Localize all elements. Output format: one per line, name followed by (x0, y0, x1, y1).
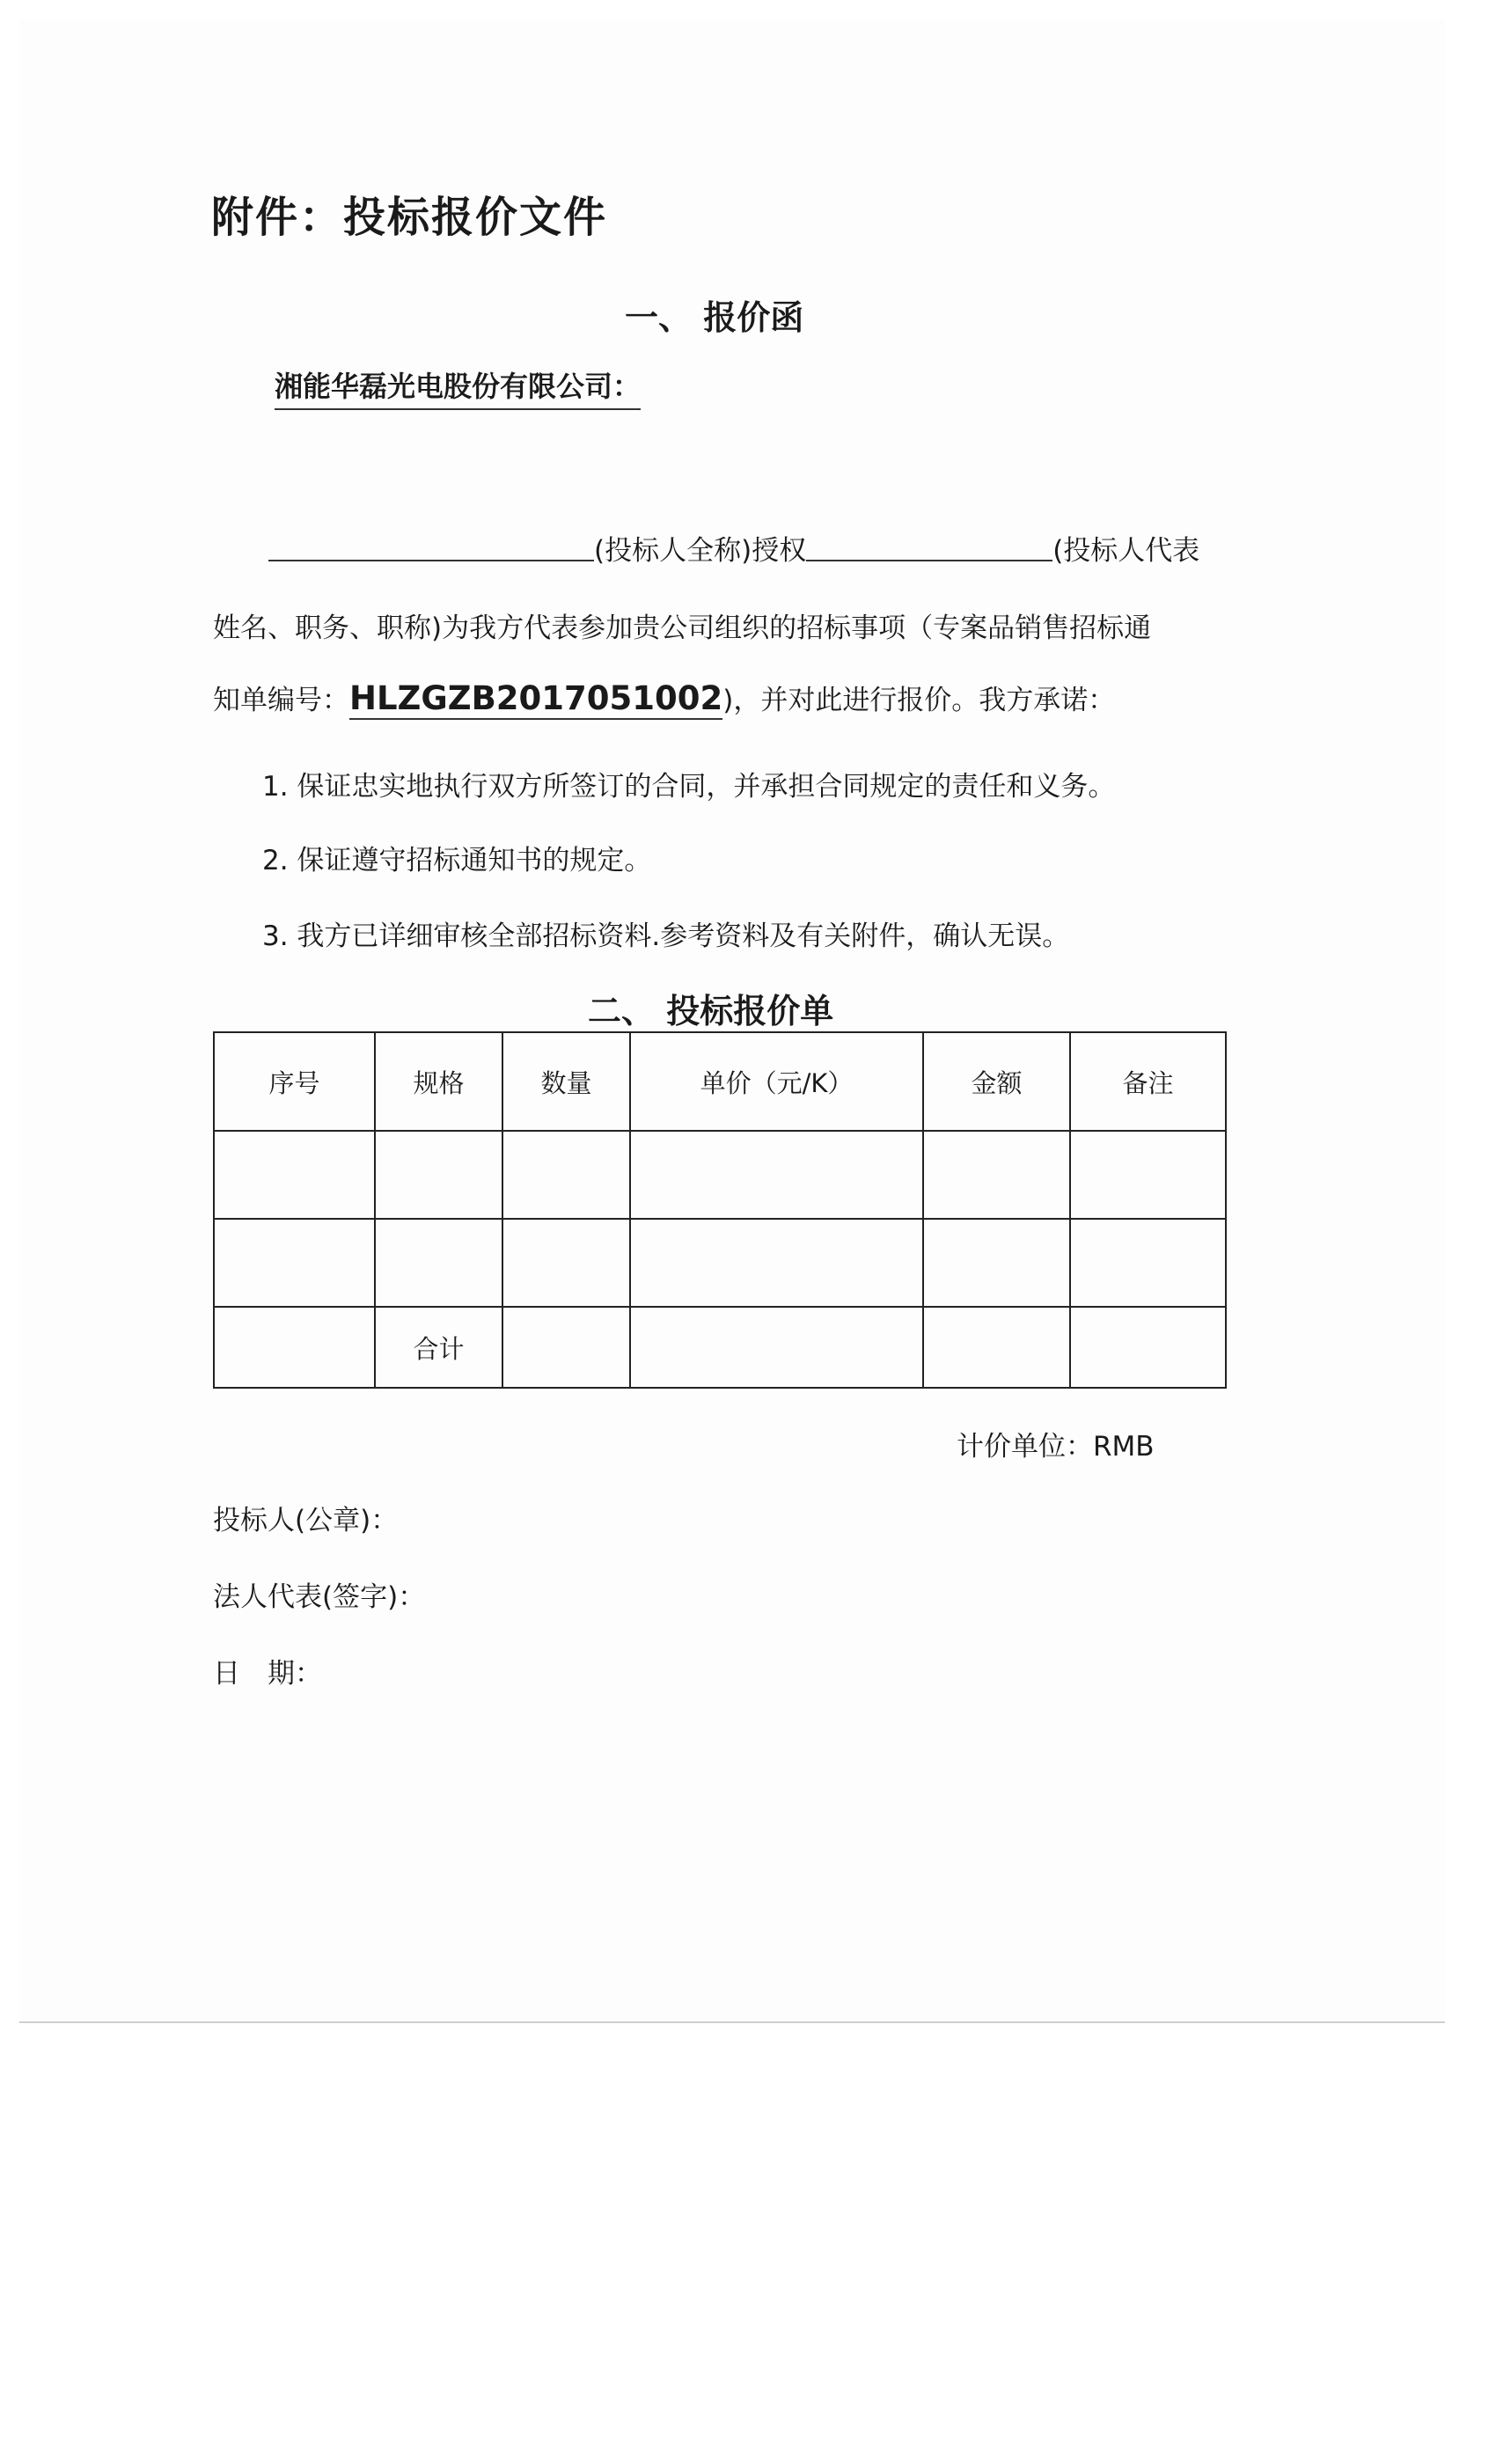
table-cell[interactable] (1070, 1219, 1226, 1307)
table-cell[interactable] (923, 1131, 1070, 1219)
total-label-cell: 合计 (375, 1307, 502, 1388)
legal-representative-label: 法人代表(签字)： (213, 1581, 426, 1613)
currency-note: 计价单位：RMB (957, 1431, 1155, 1463)
table-cell[interactable] (630, 1131, 923, 1219)
table-cell[interactable] (1070, 1307, 1226, 1388)
column-header: 序号 (214, 1032, 375, 1131)
paragraph-line-3 (213, 678, 1115, 717)
paragraph-line-2: 姓名、职务、职称)为我方代表参加贵公司组织的招标事项（专案品销售招标通 (213, 612, 1152, 644)
table-cell[interactable] (923, 1219, 1070, 1307)
document-title: 附件：投标报价文件 (211, 193, 608, 242)
column-header: 备注 (1070, 1032, 1226, 1131)
table-cell[interactable] (502, 1219, 630, 1307)
table-cell[interactable] (375, 1219, 502, 1307)
bidder-name-blank[interactable] (268, 533, 594, 561)
table-cell[interactable] (214, 1307, 375, 1388)
para-text: 知单编号： (213, 685, 349, 716)
table-total-row (214, 1307, 1226, 1388)
column-header: 规格 (375, 1032, 502, 1131)
table-row (214, 1131, 1226, 1219)
price-table (213, 1031, 1227, 1389)
table-header-row (214, 1032, 1226, 1131)
paragraph-line-1 (268, 528, 1199, 568)
table-cell[interactable] (1070, 1131, 1226, 1219)
section-heading-quote-letter: 一、 报价函 (625, 298, 804, 337)
section-heading-price-list: 二、 投标报价单 (588, 992, 834, 1030)
table-cell[interactable] (502, 1307, 630, 1388)
table-cell[interactable] (375, 1131, 502, 1219)
promise-item: 3. 我方已详细审核全部招标资料.参考资料及有关附件，确认无误。 (262, 920, 1070, 952)
table-cell[interactable] (630, 1307, 923, 1388)
bidder-seal-label: 投标人(公章)： (213, 1505, 399, 1536)
addressee: 湘能华磊光电股份有限公司： (275, 364, 641, 410)
table-cell[interactable] (923, 1307, 1070, 1388)
table-cell[interactable] (214, 1131, 375, 1219)
representative-blank[interactable] (806, 533, 1052, 561)
promise-item: 2. 保证遵守招标通知书的规定。 (262, 845, 652, 876)
table-cell[interactable] (630, 1219, 923, 1307)
table-cell[interactable] (502, 1131, 630, 1219)
notice-code: HLZGZB2017051002 (349, 679, 722, 720)
table-cell[interactable] (214, 1219, 375, 1307)
para-text: (投标人全称)授权 (594, 535, 807, 567)
promise-item: 1. 保证忠实地执行双方所签订的合同，并承担合同规定的责任和义务。 (262, 771, 1116, 803)
column-header: 数量 (502, 1032, 630, 1131)
para-text: )，并对此进行报价。我方承诺： (722, 685, 1116, 716)
date-label: 日 期： (213, 1658, 322, 1690)
column-header: 金额 (923, 1032, 1070, 1131)
para-text: (投标人代表 (1052, 535, 1200, 567)
column-header: 单价（元/K） (630, 1032, 923, 1131)
table-row (214, 1219, 1226, 1307)
